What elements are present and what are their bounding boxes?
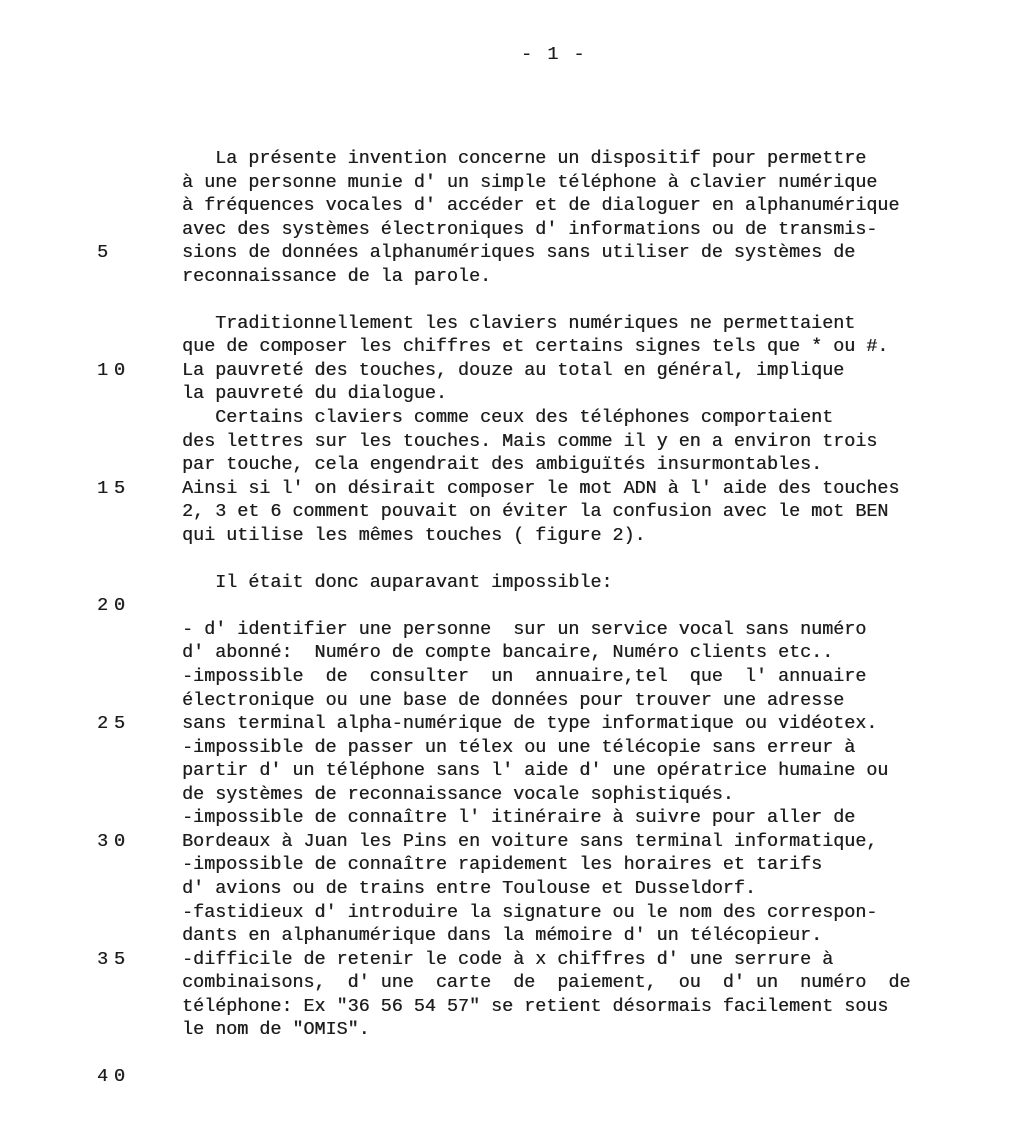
text-line	[182, 147, 962, 171]
text-line	[182, 265, 962, 289]
text-line	[182, 288, 962, 312]
line-text: -impossible de connaître l' itinéraire à suivre pour aller de	[182, 807, 856, 829]
text-line	[182, 806, 962, 830]
line-text: -difficile de retenir le code à x chiffres d' une serrure à	[182, 948, 834, 970]
line-text: d' avions ou de trains entre Toulouse et Dusseldorf.	[182, 877, 756, 899]
line-number-marker: 35	[97, 948, 131, 970]
line-text: La pauvreté des touches, douze au total en général, implique	[182, 359, 845, 381]
text-line	[182, 924, 962, 948]
text-line	[97, 712, 962, 736]
line-text: avec des systèmes électroniques d' informations ou de transmis-	[182, 218, 878, 240]
text-line	[182, 736, 962, 760]
line-number-marker: 20	[97, 595, 131, 617]
line-text: Bordeaux à Juan les Pins en voiture sans terminal informatique,	[182, 830, 878, 852]
line-text: des lettres sur les touches. Mais comme il y en a environ trois	[182, 430, 878, 452]
line-text: électronique ou une base de données pour trouver une adresse	[182, 689, 845, 711]
text-line	[182, 171, 962, 195]
text-line	[182, 1042, 962, 1066]
line-text: qui utilise les mêmes touches ( figure 2).	[182, 524, 646, 546]
text-line	[182, 853, 962, 877]
text-line	[182, 218, 962, 242]
text-line	[182, 430, 962, 454]
line-number-marker: 40	[97, 1066, 131, 1088]
text-line	[182, 335, 962, 359]
line-text: -impossible de consulter un annuaire,tel que l' annuaire	[182, 666, 867, 688]
line-text: -impossible de passer un télex ou une télécopie sans erreur à	[182, 736, 856, 758]
line-number-marker: 10	[97, 359, 131, 381]
line-text: sions de données alphanumériques sans utiliser de systèmes de	[182, 242, 856, 264]
text-line	[97, 359, 962, 383]
line-text: de systèmes de reconnaissance vocale sophistiqués.	[182, 783, 734, 805]
text-line	[182, 783, 962, 807]
line-text: Ainsi si l' on désirait composer le mot ADN à l' aide des touches	[182, 477, 900, 499]
text-line	[182, 689, 962, 713]
text-line	[182, 641, 962, 665]
line-text: dants en alphanumérique dans la mémoire d' un télécopieur.	[182, 925, 823, 947]
text-line	[182, 524, 962, 548]
line-text: -impossible de connaître rapidement les horaires et tarifs	[182, 854, 823, 876]
text-line	[182, 877, 962, 901]
line-text: reconnaissance de la parole.	[182, 265, 492, 287]
line-text: la pauvreté du dialogue.	[182, 383, 447, 405]
text-line	[182, 500, 962, 524]
line-text: Traditionnellement les claviers numériques ne permettaient	[182, 312, 856, 334]
line-text: La présente invention concerne un dispositif pour permettre	[182, 148, 867, 169]
text-line	[182, 312, 962, 336]
line-text: sans terminal alpha-numérique de type informatique ou vidéotex.	[182, 713, 878, 735]
line-text: téléphone: Ex "36 56 54 57" se retient désormais facilement sous	[182, 995, 889, 1017]
line-text: que de composer les chiffres et certains signes tels que * ou #.	[182, 336, 889, 358]
text-line	[182, 665, 962, 689]
text-line	[97, 241, 962, 265]
text-line	[182, 1018, 962, 1042]
line-text: Certains claviers comme ceux des téléphones comportaient	[182, 407, 834, 429]
line-text: par touche, cela engendrait des ambiguïtés insurmontables.	[182, 454, 823, 476]
text-line	[182, 971, 962, 995]
line-text: 2, 3 et 6 comment pouvait on éviter la confusion avec le mot BEN	[182, 501, 889, 523]
text-line	[182, 759, 962, 783]
line-text: à une personne munie d' un simple téléphone à clavier numérique	[182, 171, 878, 193]
text-line	[97, 830, 962, 854]
text-line	[97, 948, 962, 972]
page-number: - 1 -	[521, 44, 587, 65]
line-text: d' abonné: Numéro de compte bancaire, Numéro clients etc..	[182, 642, 834, 664]
line-number-marker: 5	[97, 242, 114, 264]
line-number-marker: 25	[97, 713, 131, 735]
line-text: le nom de "OMIS".	[182, 1019, 370, 1041]
line-number-marker: 30	[97, 830, 131, 852]
text-line	[182, 406, 962, 430]
text-line	[182, 547, 962, 571]
text-line	[182, 995, 962, 1019]
line-text: à fréquences vocales d' accéder et de dialoguer en alphanumérique	[182, 195, 900, 217]
text-line	[97, 1065, 962, 1089]
text-line	[182, 382, 962, 406]
line-text: - d' identifier une personne sur un service vocal sans numéro	[182, 618, 867, 640]
text-body	[97, 147, 962, 1089]
line-text: partir d' un téléphone sans l' aide d' une opératrice humaine ou	[182, 760, 889, 782]
text-line	[182, 901, 962, 925]
line-text: combinaisons, d' une carte de paiement, ou d' un numéro de	[182, 972, 911, 994]
line-text: Il était donc auparavant impossible:	[182, 571, 613, 593]
text-line	[97, 594, 962, 618]
text-line	[182, 571, 962, 595]
text-line	[182, 194, 962, 218]
text-line	[182, 453, 962, 477]
line-text: -fastidieux d' introduire la signature ou le nom des correspon-	[182, 901, 878, 923]
line-number-marker: 15	[97, 477, 131, 499]
text-line	[182, 618, 962, 642]
text-line	[97, 477, 962, 501]
